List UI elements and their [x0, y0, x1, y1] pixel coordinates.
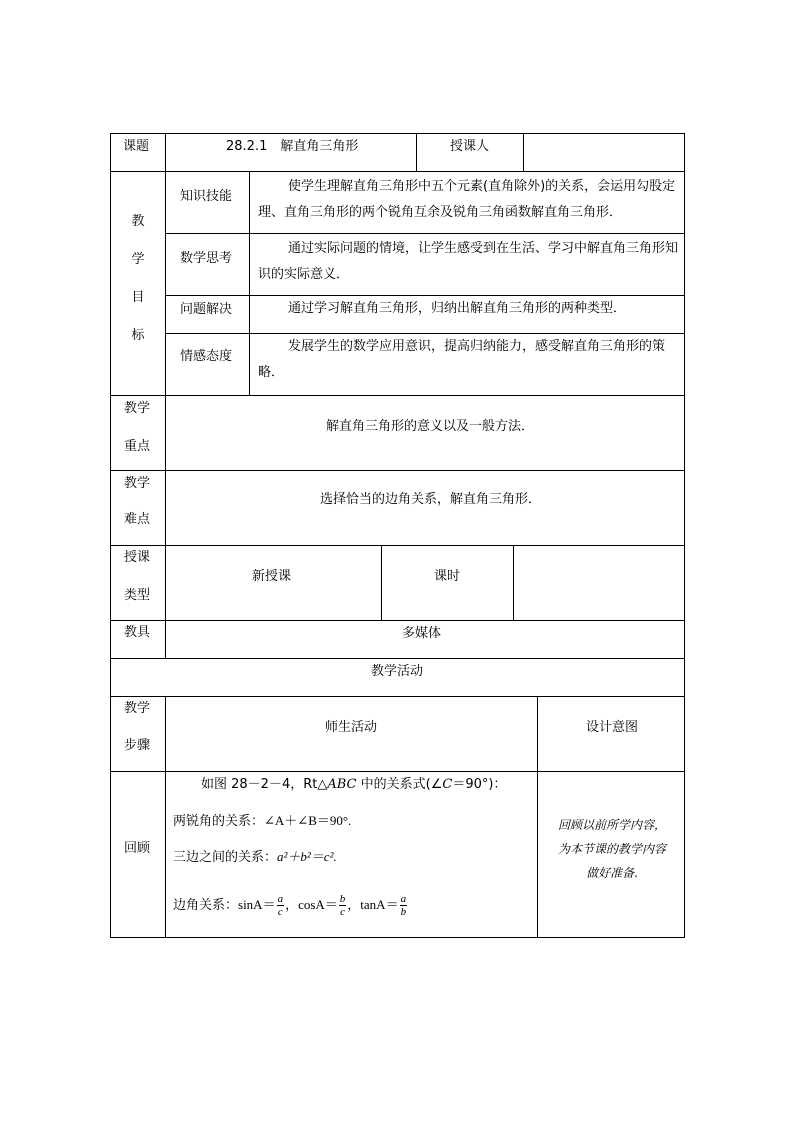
lesson-hours-label: 课时	[434, 569, 461, 584]
teacher-label: 授课人	[450, 139, 490, 154]
goal-knowledge-text: 使学生理解直角三角形中五个元素(直角除外)的关系，会运用勾股定理、直角三角形的两个锐角互余及锐角三角函数解直角三角形．	[258, 179, 676, 220]
review-intro-prefix: 如图 28－2－4，Rt△	[201, 777, 328, 792]
steps-activity-col-cell	[165, 696, 537, 771]
steps-intent-col-cell	[537, 696, 685, 771]
lesson-plan-table	[110, 133, 685, 938]
goals-char-4: 标	[131, 328, 145, 343]
activity-header-cell	[110, 658, 685, 696]
review-intro-c: C	[442, 777, 453, 792]
topic-value: 28.2.1 解直角三角形	[226, 139, 359, 154]
difficulty-text-cell	[165, 470, 685, 545]
tan-text: ，tanA＝	[347, 897, 399, 912]
review-intro-abc: ABC	[327, 777, 357, 792]
key-point-label-1: 教学	[124, 401, 151, 416]
goal-attitude-text: 发展学生的数学应用意识，提高归纳能力，感受解直角三角形的策略．	[258, 339, 666, 380]
steps-label-cell	[110, 696, 165, 771]
lesson-type-value-cell	[165, 545, 381, 620]
goal-knowledge-label: 知识技能	[180, 189, 233, 204]
review-line-1-eq: ∠A＋∠B＝90°.	[264, 813, 352, 828]
activity-title: 教学活动	[371, 664, 424, 679]
review-label-cell	[110, 771, 165, 938]
goal-problem-label: 问题解决	[180, 302, 233, 317]
steps-intent-col: 设计意图	[586, 720, 639, 735]
review-line-2-label: 三边之间的关系：	[173, 850, 278, 865]
review-label: 回顾	[124, 841, 151, 856]
difficulty-label-1: 教学	[124, 476, 151, 491]
lesson-type-label-2: 类型	[124, 588, 151, 603]
sin-fraction	[277, 893, 285, 918]
review-content-cell	[165, 771, 537, 938]
tools-label: 教具	[124, 625, 151, 640]
review-intent-cell	[537, 771, 685, 938]
difficulty-label-cell	[110, 470, 165, 545]
difficulty-label-2: 难点	[124, 512, 151, 527]
goal-attitude-text-cell	[249, 333, 685, 395]
lesson-hours-value-cell	[513, 545, 685, 620]
review-intro	[201, 776, 506, 794]
steps-label-1: 教学	[124, 701, 151, 716]
sin-text: sinA＝	[238, 897, 276, 912]
goals-char-2: 学	[131, 252, 145, 267]
teacher-value-cell	[523, 133, 685, 171]
tan-denominator: b	[400, 906, 407, 918]
lesson-type-label-cell	[110, 545, 165, 620]
steps-label-2: 步骤	[124, 738, 151, 753]
lesson-hours-label-cell	[381, 545, 513, 620]
tan-numerator: a	[400, 893, 407, 905]
steps-activity-col: 师生活动	[325, 720, 378, 735]
tan-fraction	[400, 893, 408, 918]
tools-label-cell	[110, 620, 165, 658]
goal-problem-text-cell	[249, 295, 685, 333]
cos-text: ，cosA＝	[285, 897, 338, 912]
goal-attitude-label-cell	[165, 333, 249, 395]
key-point-text: 解直角三角形的意义以及一般方法．	[326, 419, 535, 434]
cos-numerator: b	[339, 893, 346, 905]
review-line-1	[173, 812, 351, 831]
review-line-1-label: 两锐角的关系：	[173, 814, 265, 829]
difficulty-text: 选择恰当的边角关系，解直角三角形．	[320, 492, 542, 507]
goal-thinking-text: 通过实际问题的情境，让学生感受到在生活、学习中解直角三角形知识的实际意义．	[258, 241, 679, 282]
review-line-2	[173, 848, 337, 867]
key-point-label-cell	[110, 395, 165, 470]
sin-numerator: a	[277, 893, 284, 905]
review-line-2-eq: a²＋b²＝c².	[277, 849, 337, 864]
review-intent-line-3: 做好准备.	[586, 866, 638, 880]
tools-value: 多媒体	[402, 626, 442, 641]
cos-denominator: c	[340, 906, 345, 918]
goal-knowledge-text-cell	[249, 171, 685, 233]
goal-thinking-text-cell	[249, 233, 685, 295]
topic-label: 课题	[123, 139, 150, 154]
review-line-3	[173, 888, 408, 923]
review-intro-suffix: ＝90°)：	[452, 777, 507, 792]
review-intent-line-1: 回顾以前所学内容，	[557, 818, 666, 832]
key-point-text-cell	[165, 395, 685, 470]
topic-value-cell	[165, 133, 416, 171]
review-line-3-label: 边角关系：	[173, 898, 239, 913]
lesson-type-value: 新授课	[252, 569, 292, 584]
teacher-label-cell	[416, 133, 523, 171]
goal-problem-text: 通过学习解直角三角形，归纳出解直角三角形的两种类型．	[288, 301, 627, 316]
goals-char-3: 目	[131, 290, 145, 305]
goal-problem-label-cell	[165, 295, 249, 333]
review-intent-line-2: 为本节课的教学内容	[557, 842, 666, 856]
goal-thinking-label-cell	[165, 233, 249, 295]
goal-knowledge-label-cell	[165, 171, 249, 233]
tools-value-cell	[165, 620, 685, 658]
sin-denominator: c	[277, 906, 283, 918]
goal-thinking-label: 数学思考	[180, 251, 233, 266]
goals-label-cell	[110, 171, 165, 395]
key-point-label-2: 重点	[124, 439, 151, 454]
topic-label-cell	[110, 133, 165, 171]
cos-fraction	[339, 893, 347, 918]
lesson-type-label-1: 授课	[124, 550, 151, 565]
goals-char-1: 教	[131, 214, 145, 229]
review-intro-mid: 中的关系式(∠	[356, 777, 443, 792]
goal-attitude-label: 情感态度	[180, 349, 233, 364]
